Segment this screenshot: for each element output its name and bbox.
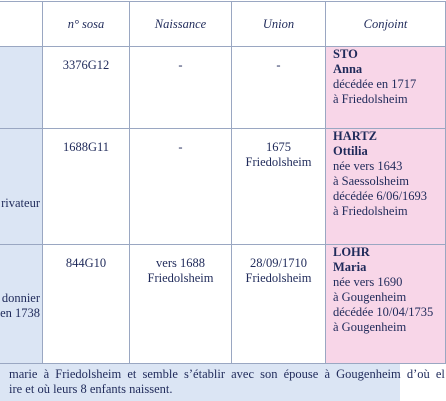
naissance-line: vers 1688 (156, 256, 205, 270)
union-cell (232, 245, 326, 364)
union-line: Friedolsheim (245, 155, 312, 169)
table-row (0, 129, 446, 245)
note-line: ire et où leurs 8 enfants naissent. (9, 382, 173, 396)
conjoint-detail: décédée 6/06/1693 (333, 189, 428, 203)
header-name-cell (0, 2, 43, 47)
naissance-line: - (178, 58, 183, 72)
naissance-cell (130, 129, 232, 245)
sosa-cell: 844G10 (43, 245, 130, 364)
conjoint-detail: à Friedolsheim (333, 204, 408, 218)
conjoint-detail: décédée en 1717 (333, 77, 417, 91)
conjoint-detail: née vers 1643 (333, 159, 403, 173)
conjoint-detail: décédée 10/04/1735 (333, 305, 434, 319)
name-fragment: rivateur (1, 196, 40, 210)
genealogy-table (0, 1, 446, 364)
union-line: - (276, 58, 281, 72)
name-cell (0, 129, 43, 245)
sosa-cell: 3376G12 (43, 47, 130, 129)
conjoint-surname: STO (333, 47, 358, 61)
conjoint-given-name: Anna (333, 62, 363, 76)
conjoint-detail: à Saessolsheim (333, 174, 410, 188)
sosa-cell: 1688G11 (43, 129, 130, 245)
name-fragment: en 1738 (0, 306, 40, 320)
header-conjoint: Conjoint (326, 2, 446, 47)
conjoint-surname: HARTZ (333, 129, 378, 143)
conjoint-given-name: Ottilia (333, 144, 368, 158)
union-line: Friedolsheim (245, 271, 312, 285)
name-fragment: donnier (1, 291, 40, 305)
conjoint-cell (326, 129, 446, 245)
naissance-line: Friedolsheim (147, 271, 214, 285)
conjoint-detail: à Gougenheim (333, 320, 407, 334)
conjoint-given-name: Maria (333, 260, 367, 274)
name-cell (0, 47, 43, 129)
conjoint-detail: à Friedolsheim (333, 92, 408, 106)
naissance-cell (130, 245, 232, 364)
conjoint-cell (326, 47, 446, 129)
header-naissance: Naissance (130, 2, 232, 47)
table-row (0, 47, 446, 129)
header-union: Union (232, 2, 326, 47)
union-line: 28/09/1710 (250, 256, 307, 270)
union-cell (232, 129, 326, 245)
note-box (0, 363, 445, 401)
union-line: 1675 (266, 140, 291, 154)
conjoint-surname: LOHR (333, 245, 370, 259)
conjoint-detail: née vers 1690 (333, 275, 403, 289)
conjoint-cell (326, 245, 446, 364)
conjoint-detail: à Gougenheim (333, 290, 407, 304)
header-sosa: n° sosa (43, 2, 130, 47)
header-row (0, 2, 446, 47)
naissance-cell (130, 47, 232, 129)
table-row (0, 245, 446, 364)
name-cell (0, 245, 43, 364)
naissance-line: - (178, 140, 183, 154)
union-cell (232, 47, 326, 129)
note-line: marie à Friedolsheim et semble s’établir avec son épouse à Gougenheim d’où el (9, 367, 445, 381)
